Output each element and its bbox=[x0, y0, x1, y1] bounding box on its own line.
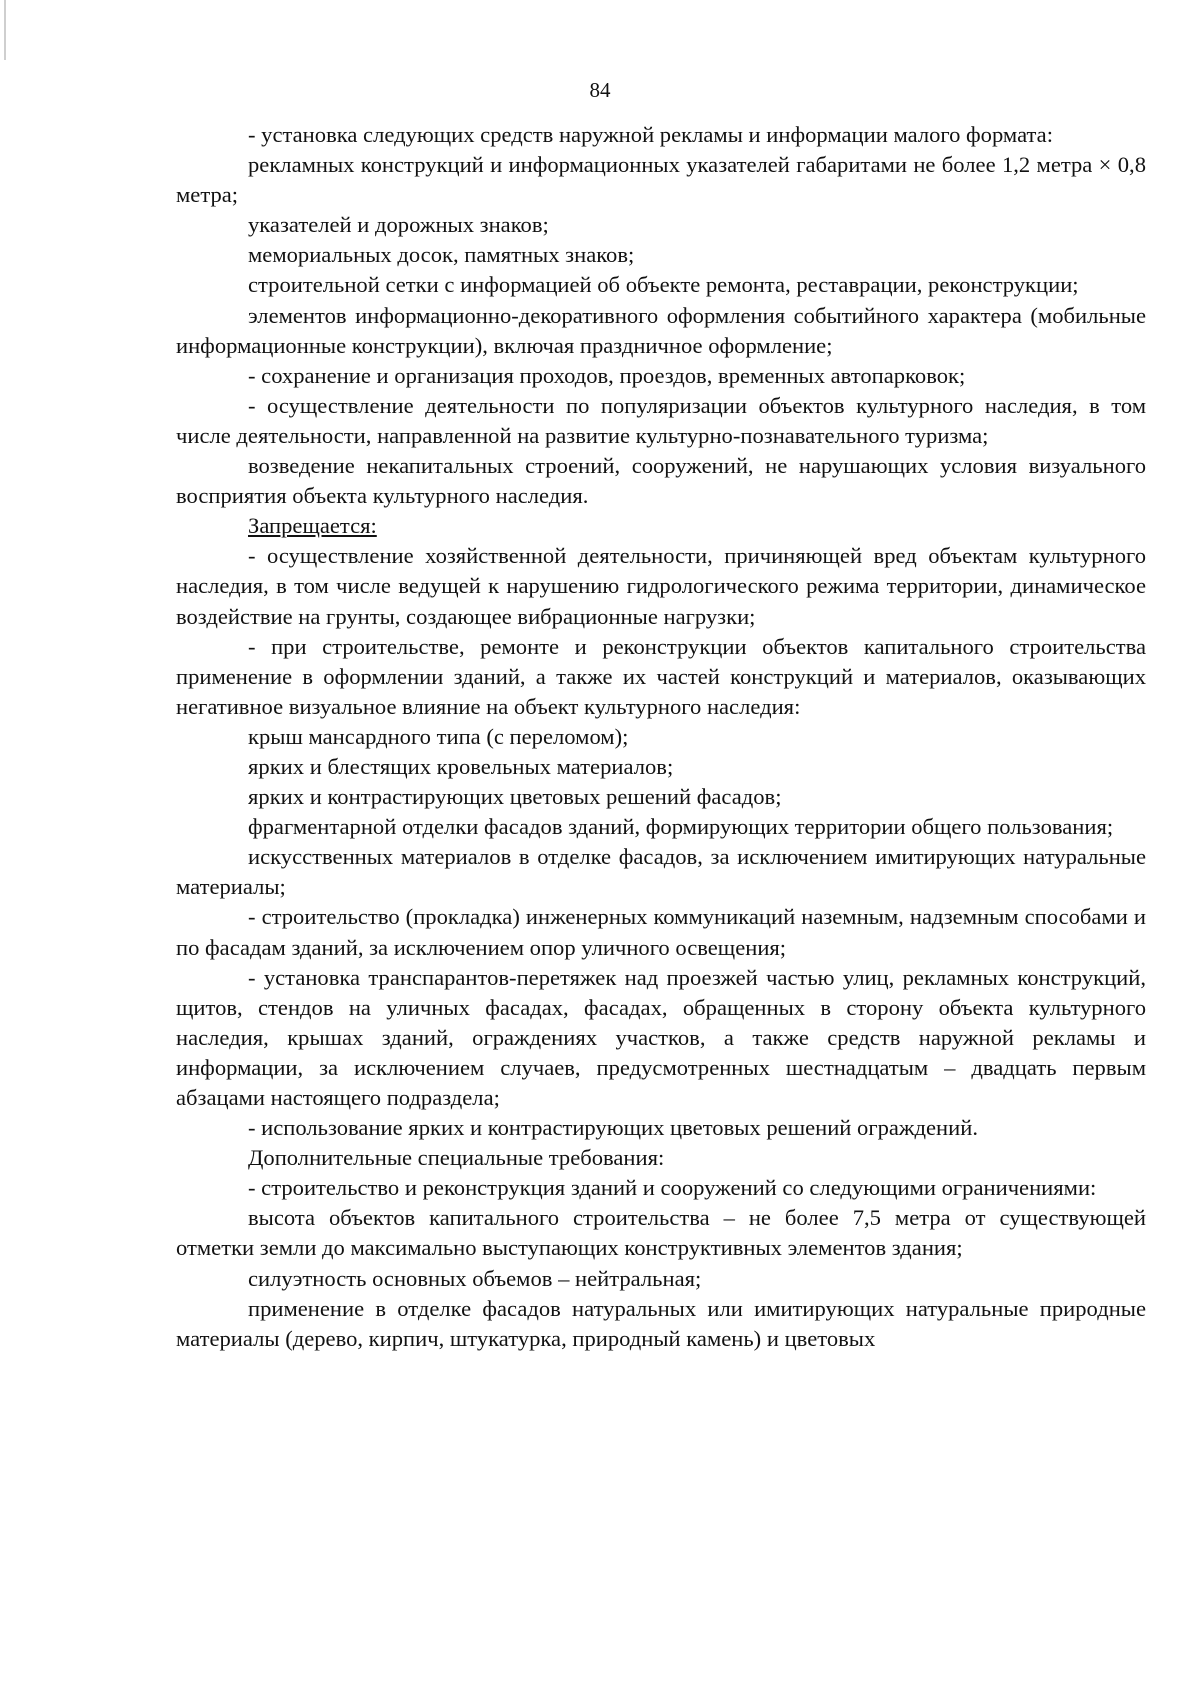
paragraph: - сохранение и организация проходов, проездов, временных автопарковок; bbox=[248, 362, 966, 388]
paragraph: - осуществление деятельности по популяризации объектов культурного наследия, в том числе деятельности, направленной на развитие культурно-познавательного туризма; bbox=[176, 392, 1146, 448]
paragraph: элементов информационно-декоративного оформления событийного характера (мобильные информационные конструкции), включая праздничное оформление; bbox=[176, 302, 1146, 358]
paragraph: - использование ярких и контрастирующих цветовых решений ограждений. bbox=[248, 1115, 978, 1141]
paragraph: ярких и контрастирующих цветовых решений фасадов; bbox=[248, 784, 782, 810]
paragraph: - осуществление хозяйственной деятельности, причиняющей вред объектам культурного наследия, в том числе ведущей к нарушению гидрологического режима территории, динамическое воздействие на грунты, создающее вибрационные нагрузки; bbox=[176, 543, 1146, 629]
paragraph: силуэтность основных объемов – нейтральная; bbox=[248, 1265, 702, 1291]
paragraph: фрагментарной отделки фасадов зданий, формирующих территории общего пользования; bbox=[248, 814, 1114, 840]
paragraph: крыш мансардного типа (с переломом); bbox=[248, 723, 629, 749]
paragraph: указателей и дорожных знаков; bbox=[248, 212, 549, 238]
paragraph: - установка транспарантов-перетяжек над проезжей частью улиц, рекламных конструкций, щитов, стендов на уличных фасадах, фасадах, обращенных в сторону объекта культурного наследия, крышах зданий, ограждениях участков, а также средств наружной рекламы и информации, за исключением случаев, предусмотренных шестнадцатым – двадцать первым абзацами настоящего подраздела; bbox=[176, 964, 1146, 1110]
paragraph: - строительство и реконструкция зданий и сооружений со следующими ограничениями: bbox=[248, 1175, 1097, 1201]
paragraph: мемориальных досок, памятных знаков; bbox=[248, 242, 635, 268]
prohibited-heading bbox=[176, 511, 1146, 541]
paragraph: - установка следующих средств наружной рекламы и информации малого формата: bbox=[248, 122, 1053, 147]
document-body bbox=[176, 120, 1146, 1354]
paragraph: искусственных материалов в отделке фасадов, за исключением имитирующих натуральные материалы; bbox=[176, 844, 1146, 900]
paragraph: возведение некапитальных строений, сооружений, не нарушающих условия визуального восприятия объекта культурного наследия. bbox=[176, 453, 1146, 509]
paragraph: Дополнительные специальные требования: bbox=[248, 1145, 665, 1171]
paragraph: - строительство (прокладка) инженерных коммуникаций наземным, надземным способами и по фасадам зданий, за исключением опор уличного освещения; bbox=[176, 904, 1146, 960]
scan-edge-line bbox=[4, 0, 6, 60]
prohibited-heading-text: Запрещается: bbox=[248, 513, 377, 539]
page-number: 84 bbox=[589, 78, 611, 102]
paragraph: рекламных конструкций и информационных указателей габаритами не более 1,2 метра × 0,8 метра; bbox=[176, 152, 1146, 208]
paragraph: применение в отделке фасадов натуральных или имитирующих натуральные природные материалы (дерево, кирпич, штукатурка, природный камень) и цветовых bbox=[176, 1295, 1146, 1351]
paragraph: ярких и блестящих кровельных материалов; bbox=[248, 753, 674, 779]
paragraph: строительной сетки с информацией об объекте ремонта, реставрации, реконструкции; bbox=[248, 272, 1079, 298]
paragraph: - при строительстве, ремонте и реконструкции объектов капитального строительства применение в оформлении зданий, а также их частей конструкций и материалов, оказывающих негативное визуальное влияние на объект культурного наследия: bbox=[176, 633, 1146, 719]
paragraph: высота объектов капитального строительства – не более 7,5 метра от существующей отметки земли до максимально выступающих конструктивных элементов здания; bbox=[176, 1205, 1146, 1261]
